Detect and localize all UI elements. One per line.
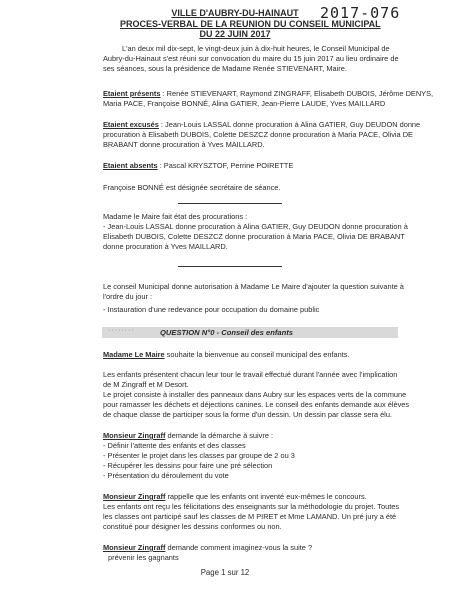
next-text: demande comment imaginez-vous la suite ? <box>165 543 313 552</box>
contest-line: les classes ont participé sauf les classes de M PIRET et Mme LAMAND. Un pré jury a été <box>103 512 397 521</box>
absents-label: Etaient absents <box>103 161 158 170</box>
contest-text: rappelle que les enfants ont inventé eux-mêmes le concours. <box>165 492 367 501</box>
contest-line: Les enfants ont reçu les félicitations des enseignants sur la méthodologie du projet. Toutes <box>103 502 400 511</box>
steps-paragraph <box>103 431 273 441</box>
question-heading: QUESTION N°0 - Conseil des enfants <box>160 328 293 337</box>
welcome-text: souhaite la bienvenue au conseil municipal des enfants. <box>164 350 350 359</box>
document-title: PROCES-VERBAL DE LA REUNION DU CONSEIL MUNICIPAL <box>120 18 381 29</box>
steps-item: - Récupérer les dessins pour faire une pré sélection <box>103 461 273 470</box>
steps-item: - Présentation du déroulement du vote <box>103 471 229 480</box>
presentation-line: Le projet consiste à installer des panneaux dans Aubry sur les espaces verts de la commune <box>103 390 407 399</box>
heading-dots: ········ <box>108 327 135 334</box>
section-divider <box>178 203 282 204</box>
contest-speaker: Monsieur Zingraff <box>103 492 166 501</box>
welcome-speaker: Madame Le Maire <box>103 350 165 359</box>
steps-text: demande la démarche à suivre : <box>165 431 274 440</box>
steps-item: - Présenter le projet dans les classes par groupe de 2 ou 3 <box>103 451 295 460</box>
excuses-text: : Jean-Louis LASSAL donne procuration à Alina GATIER, Guy DEUDON donne <box>158 120 421 129</box>
presents-line: Maria PACE, Françoise BONNÉ, Alina GATIER, Jean-Pierre LAUDE, Yves MAILLARD <box>103 99 386 108</box>
intro-line: Aubry-du-Hainaut s'est réuni sur convocation du maire du 15 juin 2017 au lieu ordinaire de <box>103 54 399 63</box>
presentation-line: pour ramasser les déchets et déjections canines. Le conseil des enfants demande aux élèves <box>103 400 410 409</box>
presentation-line: de chaque classe de participer sous la forme d'un dessin. Un dessin par classe sera élu. <box>103 410 392 419</box>
steps-speaker: Monsieur Zingraff <box>103 431 166 440</box>
reference-stamp: 2017-076 <box>320 4 401 22</box>
presents-label: Etaient présents <box>103 89 161 98</box>
excuses-line: BRABANT donne procuration à Yves MAILLARD. <box>103 140 265 149</box>
addition-line: - Instauration d'une redevance pour occupation du domaine public <box>103 305 320 314</box>
procurations-line: Elisabeth DUBOIS, Colette DESZCZ donne procuration à Maria PACE, Olivia DE BRABANT <box>103 232 405 241</box>
excuses-paragraph <box>103 120 420 130</box>
contest-paragraph <box>103 492 367 502</box>
section-divider <box>178 266 282 267</box>
absents-paragraph <box>103 161 293 171</box>
next-item: prévenir les gagnants <box>108 553 179 562</box>
page-number: Page 1 sur 12 <box>200 568 250 577</box>
steps-item: - Définir l'attente des enfants et des classes <box>103 441 246 450</box>
meeting-date: DU 22 JUIN 2017 <box>199 29 271 39</box>
excuses-label: Etaient excusés <box>103 120 159 129</box>
procurations-line: Madame le Maire fait état des procurations : <box>103 212 248 221</box>
presentation-line: Les enfants présentent chacun leur tour le travail effectué durant l'année avec l'implication <box>103 370 398 379</box>
excuses-line: procuration à Elisabeth DUBOIS, Colette DESZCZ donne procuration à Maria PACE, Olivia DE <box>103 130 413 139</box>
next-speaker: Monsieur Zingraff <box>103 543 166 552</box>
city-name: VILLE D'AUBRY-DU-HAINAUT <box>171 8 299 18</box>
intro-line: L'an deux mil dix-sept, le vingt-deux juin à dix-huit heures, le Conseil Municipal de <box>122 44 390 53</box>
presents-paragraph <box>103 89 433 99</box>
intro-line: ses séances, sous la présidence de Madame Renée STIEVENART, Maire. <box>103 64 347 73</box>
addition-line: l'ordre du jour : <box>103 292 153 301</box>
absents-text: : Pascal KRYSZTOF, Perrine POIRETTE <box>157 161 294 170</box>
secretary-line: Françoise BONNÉ est désignée secrétaire de séance. <box>103 183 281 192</box>
welcome-paragraph <box>103 350 350 360</box>
procurations-line: donne procuration à Yves MAILLARD. <box>103 242 228 251</box>
presentation-line: de M Zingraff et M Desort. <box>103 380 189 389</box>
addition-line: Le conseil Municipal donne autorisation à Madame Le Maire d'ajouter la question suivante à <box>103 282 404 291</box>
contest-line: constitué pour désigner les dessins conformes ou non. <box>103 522 282 531</box>
next-paragraph <box>103 543 312 553</box>
presents-text: : Renée STIEVENART, Raymond ZINGRAFF, Elisabeth DUBOIS, Jérôme DENYS, <box>160 89 434 98</box>
procurations-line: - Jean-Louis LASSAL donne procuration à Alina GATIER, Guy DEUDON donne procuration à <box>103 222 408 231</box>
